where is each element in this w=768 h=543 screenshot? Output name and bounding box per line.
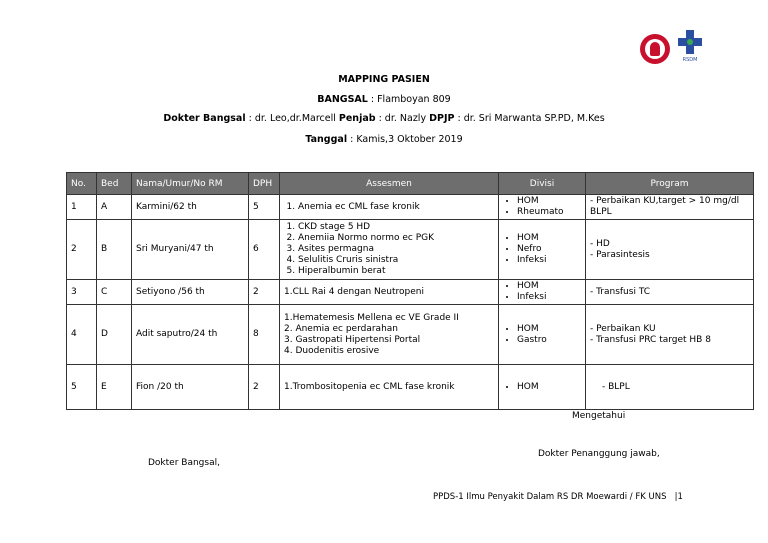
assesmen-item: 2. Anemiia Normo normo ec PGK: [298, 233, 494, 244]
dokter-bangsal-signature-label: Dokter Bangsal,: [148, 458, 220, 468]
table-row: [67, 195, 754, 220]
cell-divisi: [499, 305, 586, 365]
dokter-bangsal-value: : dr. Leo,dr.Marcell: [245, 113, 339, 124]
cell-nama: Adit saputro/24 th: [132, 305, 249, 365]
dokter-penanggung-label: Dokter Penanggung jawab,: [538, 449, 660, 459]
program-item: - Parasintesis: [590, 250, 749, 261]
cell-no: 2: [67, 220, 97, 280]
page-footer: PPDS-1 Ilmu Penyakit Dalam RS DR Moewardi / FK UNS |1: [433, 492, 683, 502]
cell-program: [586, 365, 754, 410]
cell-bed: D: [97, 305, 132, 365]
col-header-assesmen: Assesmen: [280, 173, 499, 195]
cell-no: 3: [67, 280, 97, 305]
table-header-row: [67, 173, 754, 195]
cell-assesmen: [280, 280, 499, 305]
cell-divisi: [499, 195, 586, 220]
divisi-item: • HOM: [517, 233, 581, 244]
divisi-item: • HOM: [517, 281, 581, 292]
document-title: MAPPING PASIEN: [338, 74, 430, 85]
tanggal-line: [0, 134, 768, 145]
divisi-item: • Gastro: [517, 335, 581, 346]
cell-assesmen: [280, 220, 499, 280]
cell-divisi: [499, 280, 586, 305]
dpjp-value: : dr. Sri Marwanta SP.PD, M.Kes: [454, 113, 605, 124]
col-header-nama: Nama/Umur/No RM: [132, 173, 249, 195]
cell-bed: B: [97, 220, 132, 280]
header-logos: [640, 30, 710, 70]
assesmen-item: 1. Anemia ec CML fase kronik: [298, 202, 494, 213]
cell-divisi: [499, 220, 586, 280]
cell-dph: 5: [249, 195, 280, 220]
cell-nama: Fion /20 th: [132, 365, 249, 410]
table-row: [67, 365, 754, 410]
program-item: - Perbaikan KU,target > 10 mg/dl BLPL: [590, 196, 749, 218]
dpjp-label: DPJP: [429, 113, 455, 124]
cell-nama: Karmini/62 th: [132, 195, 249, 220]
divisi-item: • Rheumato: [517, 207, 581, 218]
cell-assesmen: [280, 305, 499, 365]
divisi-item: • Nefro: [517, 244, 581, 255]
assesmen-item: 4. Duodenitis erosive: [284, 345, 380, 356]
col-header-bed: Bed: [97, 173, 132, 195]
penjab-value: : dr. Nazly: [375, 113, 430, 124]
bangsal-value: : Flamboyan 809: [367, 94, 451, 105]
assesmen-item: 1.Trombositopenia ec CML fase kronik: [284, 381, 455, 392]
cell-nama: Setiyono /56 th: [132, 280, 249, 305]
cell-bed: A: [97, 195, 132, 220]
program-item: - Perbaikan KU: [590, 324, 749, 335]
bangsal-line: [0, 94, 768, 105]
bangsal-label: BANGSAL: [317, 94, 368, 105]
assesmen-item: 5. Hiperalbumin berat: [298, 266, 494, 277]
cell-bed: E: [97, 365, 132, 410]
col-header-divisi: Divisi: [499, 173, 586, 195]
assesmen-item: 1. CKD stage 5 HD: [298, 222, 494, 233]
patient-mapping-table: [66, 172, 754, 410]
col-header-no: No.: [67, 173, 97, 195]
assesmen-item: 4. Selulitis Cruris sinistra: [298, 255, 494, 266]
doctors-line: [0, 113, 768, 124]
cell-dph: 2: [249, 365, 280, 410]
cell-no: 1: [67, 195, 97, 220]
mengetahui-text: Mengetahui: [572, 411, 626, 421]
divisi-item: • HOM: [517, 196, 581, 207]
assesmen-item: 2. Anemia ec perdarahan: [284, 323, 398, 334]
table-row: [67, 280, 754, 305]
cell-program: [586, 280, 754, 305]
col-header-program: Program: [586, 173, 754, 195]
rsdm-logo-text: RSDM: [682, 57, 698, 63]
table-row: [67, 220, 754, 280]
table-row: [67, 305, 754, 365]
cell-no: 4: [67, 305, 97, 365]
rsdm-logo-icon: [676, 30, 704, 70]
cell-dph: 6: [249, 220, 280, 280]
tanggal-value: : Kamis,3 Oktober 2019: [347, 134, 463, 145]
cell-nama: Sri Muryani/47 th: [132, 220, 249, 280]
assesmen-item: 1.Hematemesis Mellena ec VE Grade II: [284, 312, 459, 323]
program-item: - Transfusi PRC target HB 8: [590, 335, 749, 346]
program-item: - HD: [590, 239, 749, 250]
divisi-item: • HOM: [517, 382, 581, 393]
cell-assesmen: [280, 195, 499, 220]
program-item: - Transfusi TC: [590, 287, 749, 298]
hospital-logo-icon: [640, 34, 670, 64]
penjab-label: Penjab: [338, 113, 376, 124]
cell-dph: 8: [249, 305, 280, 365]
cell-program: [586, 220, 754, 280]
cell-dph: 2: [249, 280, 280, 305]
cell-program: [586, 305, 754, 365]
cell-assesmen: [280, 365, 499, 410]
divisi-item: • Infeksi: [517, 292, 581, 303]
program-item: - BLPL: [602, 381, 630, 392]
divisi-item: • Infeksi: [517, 255, 581, 266]
cell-divisi: [499, 365, 586, 410]
assesmen-item: 3. Asites permagna: [298, 244, 494, 255]
divisi-item: • HOM: [517, 324, 581, 335]
col-header-dph: DPH: [249, 173, 280, 195]
assesmen-item: 1.CLL Rai 4 dengan Neutropeni: [284, 286, 424, 297]
tanggal-label: Tanggal: [305, 134, 348, 145]
dokter-bangsal-label: Dokter Bangsal: [163, 113, 246, 124]
assesmen-item: 3. Gastropati Hipertensi Portal: [284, 334, 421, 345]
cell-program: [586, 195, 754, 220]
cell-bed: C: [97, 280, 132, 305]
cell-no: 5: [67, 365, 97, 410]
